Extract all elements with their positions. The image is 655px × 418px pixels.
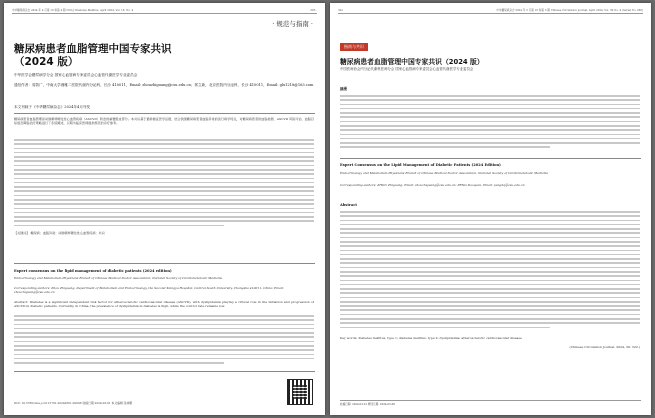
article-footer: DOI: 10.3760/cma.j.cn115791-20240301-00096 收稿日期 2024-03-01 本文编辑 张林娜 <box>14 401 133 405</box>
divider <box>14 113 315 114</box>
abstract-cn: 糖尿病患者血脂管理是动脉粥样硬化性心血管疾病（ASCVD）防治的重要组成部分。本共识基于最新循证医学证据，结合我国糖尿病患者血脂异常的流行病学特点，对糖尿病患者的血脂检测、ASCVD 风险评估、血脂目标值及降脂治疗策略进行了系统阐述，以期为临床医师提供规范的诊疗参考。 <box>14 117 314 126</box>
abstract-cn-text <box>340 95 640 151</box>
left-running-head <box>12 7 317 14</box>
abstract-en-text <box>340 211 640 331</box>
divider <box>14 263 315 264</box>
right-page-number: 322 <box>338 9 343 12</box>
abstract-cn-continuation <box>14 139 314 229</box>
article-footer: 收稿日期: 2024-03-01 修回日期: 2024-03-08 <box>340 400 641 407</box>
publication-note: 本文刊载于《中华糖尿病杂志》2024年4月刊发 <box>14 105 91 109</box>
left-running-head-text: 中华糖尿病杂志 2024 年 4 月第 16 卷第 4 期 Chin J Diabetes Mellitus, April 2024, Vol. 16, No. 4 <box>12 9 134 12</box>
author-organizations: 中华医学会糖尿病学分会 国家心血管病专家委员会心血管代谢医学专业委员会 <box>14 73 138 77</box>
english-organizations: Endocrinology and Metabolism Physicians Branch of Chinese Medical Doctor Association, National Society of Cardiometabolic Medicine <box>340 171 549 175</box>
english-organizations: Endocrinology and Metabolism Physicians Branch of Chinese Medical Doctor Association; National Society of Cardiometabolic Medicine <box>14 276 223 280</box>
abstract-heading: 摘要 <box>340 87 348 91</box>
abstract-en-heading: Abstract <box>340 203 358 207</box>
section-label: · 规范与指南 · <box>272 20 313 28</box>
left-page-number: · 383 · <box>308 9 317 12</box>
article-title-cn <box>14 43 234 69</box>
guideline-tag: 指南与共识 <box>340 43 368 51</box>
abstract-en: Abstract: Diabetes is a significant independent risk factor for atherosclerotic cardiovascular disease (ASCVD), with dyslipidemia playing a critical role in the initiation and progression of ASCVD in diabetic patients. Currently, in China, the prevalence of dyslipidemia in diabetes is high, while the control rate remains low. <box>14 300 314 309</box>
article-title-cn: 糖尿病患者血脂管理中国专家共识（2024 版） <box>340 58 484 66</box>
corresponding-author: 通信作者：周智广，中南大学湘雅二医院代谢内分泌科，长沙 410011，Email: zhouzhiguang@csu.edu.cn；郭立新，北京医院内分泌科，长沙 410011，Email: glx1218@163.com <box>14 83 314 87</box>
divider <box>340 158 641 159</box>
title-line-1: 糖尿病患者血脂管理中国专家共识 <box>14 43 172 55</box>
right-page <box>330 3 651 415</box>
english-corresponding: Corresponding authors: ZHOU Zhiguang, Email: zhouzhiguang@csu.edu.cn; PENG Daoquan, Email: pengdq@csu.edu.cn <box>340 183 525 187</box>
right-running-head <box>338 7 643 14</box>
keywords-cn: 【关键词】 糖尿病；血脂异常；动脉粥样硬化性心血管疾病；共识 <box>14 231 105 235</box>
left-page <box>4 3 325 415</box>
citation: (Chinese Circulation Journal, 2024, 39: 322.) <box>569 345 640 349</box>
divider <box>14 371 315 372</box>
english-title: Expert Consensus on the Lipid Management of Diabetic Patients (2024 Edition) <box>340 163 501 167</box>
author-organizations: 中国医师协会内分泌代谢科医师分会 国家心血管病专家委员会心血管代谢医学专业委员会 <box>340 67 474 71</box>
title-line-2: （2024 版） <box>14 56 79 68</box>
qr-code-icon <box>287 379 313 405</box>
english-corresponding: Corresponding authors: Zhou Zhiguang, Department of Metabolism and Endocrinology, the Second Xiangya Hospital, Central South University, Changsha 410011, China; Email: zhouzhiguang@csu.edu.cn <box>14 286 284 295</box>
english-title: Expert consensus on the lipid management of diabetic patients (2024 edition) <box>14 269 172 273</box>
abstract-en-continuation <box>14 315 314 366</box>
keywords-en: Key words: diabetes mellitus, type 1; diabetes mellitus, type 2; dyslipidemia; atherosclerotic cardiovascular disease <box>340 336 522 340</box>
right-running-head-text: 中华糖尿病杂志 2024 年 5 月第 16 卷第 5 期 Chinese Circulation Journal, April 2024, Vol. 39 No. 4 (Serial No. 268) <box>496 9 643 12</box>
